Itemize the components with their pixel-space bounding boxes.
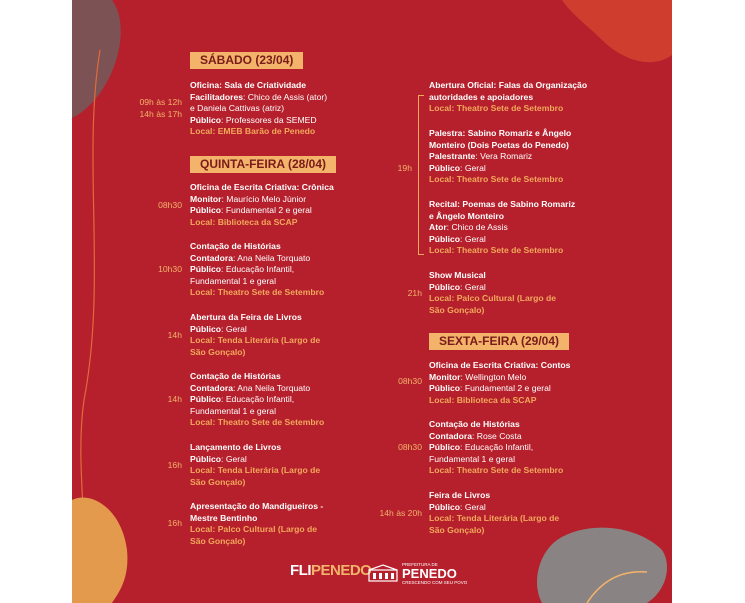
event-title: Oficina de Escrita Criativa: Crônica [190,182,334,192]
event-location: Local: Theatro Sete de Setembro [429,465,564,476]
event-time: 16h [167,460,182,470]
event-location: Local: Tenda Literária (Largo de [190,465,321,476]
building-icon [368,564,398,582]
event-oficina-contos [429,360,639,406]
event-time: 16h [167,518,182,528]
event-line: Público: Educação Infantil, [190,394,295,405]
event-location: São Gonçalo) [429,304,485,315]
event-title: Abertura Oficial: Falas da Organização [429,80,588,90]
event-contacao-1 [190,241,390,299]
event-title: Oficina: Sala de Criatividade [190,80,307,90]
logo-sub-text: CRESCENDO COM SEU POVO [402,580,468,585]
event-location: Local: Tenda Literária (Largo de [190,335,321,346]
section-header-sexta: SEXTA-FEIRA (29/04) [429,333,569,350]
event-location: Local: Theatro Sete de Setembro [429,174,564,185]
decorative-shape-topright [542,0,672,90]
event-title: autoridades e apoiadores [429,91,534,102]
decorative-shape-bottomleft [72,470,142,603]
event-contacao-2 [190,371,390,429]
event-title: Apresentação do Mandigueiros - [190,501,324,511]
event-location: Local: Theatro Sete de Setembro [429,103,564,114]
event-location: Local: Biblioteca da SCAP [429,394,537,405]
event-line: Público: Fundamental 2 e geral [190,205,312,216]
event-line: Público: Educação Infantil, [429,442,534,453]
event-line: Contadora: Ana Neila Torquato [190,252,311,263]
event-location: Local: Theatro Sete de Setembro [429,245,564,256]
event-feira-livros [429,490,639,536]
flipenedo-logo: FLIPENEDO [290,562,372,579]
event-line: Público: Geral [429,233,486,244]
event-lancamento [190,442,390,488]
event-location: Local: Palco Cultural (Largo de [190,524,318,535]
event-line: Público: Professores da SEMED [190,114,317,125]
event-line: Palestrante: Vera Romariz [429,151,533,162]
event-line: Público: Educação Infantil, [190,264,295,275]
event-title: Contação de Histórias [429,419,520,429]
event-location: Local: EMEB Barão de Penedo [190,126,316,137]
event-title: Oficina de Escrita Criativa: Contos [429,360,571,370]
event-oficina-cronica [190,182,390,228]
event-title: Show Musical [429,270,486,280]
event-line: Fundamental 1 e geral [190,275,276,286]
event-oficina-criatividade [190,80,370,138]
event-location: Local: Palco Cultural (Largo de [429,293,557,304]
section-header-quinta: QUINTA-FEIRA (28/04) [190,156,336,173]
event-title: Contação de Histórias [190,241,281,251]
event-line: Público: Fundamental 2 e geral [429,383,551,394]
event-line: Fundamental 1 e geral [190,405,276,416]
event-abertura-oficial [429,80,639,115]
event-location: Local: Tenda Literária (Largo de [429,513,560,524]
poster [72,0,672,603]
event-line: Fundamental 1 e geral [429,453,515,464]
bracket-tick [418,254,424,255]
event-title: Abertura da Feira de Livros [190,312,302,322]
logo-main-text: PENEDO [402,566,457,581]
event-contacao-3 [429,419,639,477]
event-time: 21h [407,288,422,298]
event-time: 08h30 [158,200,182,210]
event-title: Contação de Histórias [190,371,281,381]
event-mandigueiros [190,501,390,547]
event-title: Recital: Poemas de Sabino Romariz [429,199,576,209]
event-abertura-feira [190,312,390,358]
event-palestra [429,128,639,186]
event-time [112,97,182,120]
event-line: e Daniela Cattivas (atriz) [190,103,285,114]
event-time-19h: 19h [397,163,412,173]
event-time: 10h30 [158,264,182,274]
section-header-sabado: SÁBADO (23/04) [190,52,303,69]
event-line: Contadora: Ana Neila Torquato [190,382,311,393]
event-line: Monitor: Wellington Melo [429,371,527,382]
event-location: São Gonçalo) [429,524,485,535]
event-title: Feira de Livros [429,490,491,500]
event-title: e Ângelo Monteiro [429,210,504,221]
event-line: Público: Geral [429,162,486,173]
event-recital [429,199,639,257]
event-time: 14h [167,330,182,340]
time-range-1: 09h às 12h [139,97,182,107]
event-location: Local: Theatro Sete de Setembro [190,417,325,428]
event-location: Local: Biblioteca da SCAP [190,216,298,227]
event-line: Público: Geral [429,281,486,292]
event-line: Monitor: Maurício Melo Júnior [190,193,307,204]
bracket-tick [418,95,424,96]
event-time: 08h30 [398,442,422,452]
event-line: Contadora: Rose Costa [429,430,522,441]
event-line: Público: Geral [190,453,247,464]
event-title: Monteiro (Dois Poetas do Penedo) [429,139,569,150]
event-line: Público: Geral [190,323,247,334]
event-title: Mestre Bentinho [190,512,258,523]
event-location: São Gonçalo) [190,535,246,546]
event-time: 08h30 [398,376,422,386]
time-range-2: 14h às 17h [139,108,182,119]
event-location: São Gonçalo) [190,346,246,357]
event-show-musical [429,270,639,316]
event-title: Lançamento de Livros [190,442,282,452]
event-line: Ator: Chico de Assis [429,222,508,233]
prefeitura-penedo-logo [368,560,508,588]
logo-top-text: PREFEITURA DE [402,562,438,567]
event-location: Local: Theatro Sete de Setembro [190,287,325,298]
event-location: São Gonçalo) [190,476,246,487]
event-line: Facilitadores: Chico de Assis (ator) [190,91,328,102]
event-time: 14h [167,394,182,404]
event-title: Palestra: Sabino Romariz e Ângelo [429,128,572,138]
bracket-line [418,95,419,255]
event-time: 14h às 20h [379,508,422,518]
event-line: Público: Geral [429,501,486,512]
